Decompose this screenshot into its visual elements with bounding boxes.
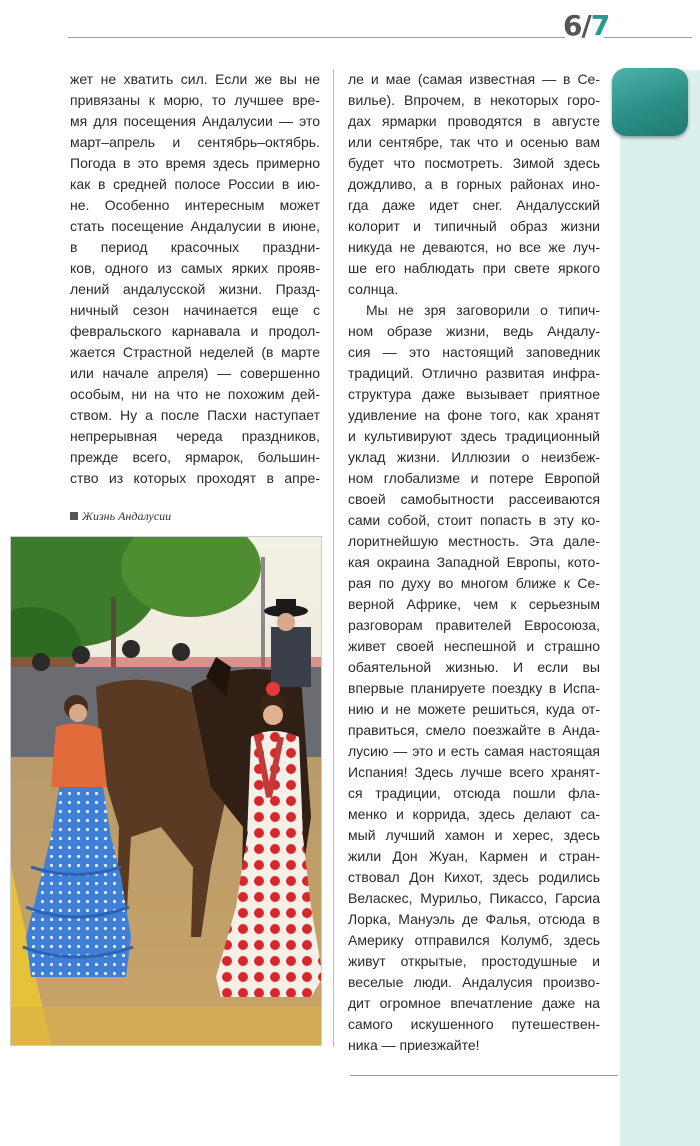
text-line: непрерывная череда праздников,: [70, 428, 320, 444]
right-text-column: [348, 69, 600, 1056]
text-line: дождливо, а в горных районах ино-: [348, 176, 600, 192]
header-rule-right: [604, 37, 692, 38]
text-line: жет не хватить сил. Если же вы не: [70, 71, 320, 87]
photo-caption: [70, 509, 171, 524]
text-line: ном образе жизни, ведь Андалу-: [348, 323, 600, 339]
text-line: мый лучший хамон и херес, здесь: [348, 827, 600, 843]
text-line: стать посещение Андалусии в июне,: [70, 218, 320, 234]
header-rule: [68, 37, 565, 38]
text-line: дах ярмарки проводятся в августе: [348, 113, 600, 129]
text-line: лусию — это и есть самая настоящая: [348, 743, 600, 759]
text-line: ника — приезжайте!: [348, 1037, 480, 1053]
text-line: нию и не можете решиться, куда от-: [348, 701, 600, 717]
text-line: мя для посещения Андалусии — это: [70, 113, 320, 129]
left-text-column: [70, 69, 320, 489]
text-line: солнца.: [348, 281, 399, 297]
text-line: лоритнейшую местность. Эта дале-: [348, 533, 600, 549]
text-line: менко и коррида, здесь делают са-: [348, 806, 600, 822]
text-line: разговорам правителей Евросоюза,: [348, 617, 600, 633]
text-line: традиций. Отлично развитая инфра-: [348, 365, 600, 381]
text-line: Веласкес, Мурильо, Пикассо, Гарсиа: [348, 890, 600, 906]
text-line: ствовал Дон Кихот, здесь родились: [348, 869, 600, 885]
text-line: удивление на фоне того, как хранят: [348, 407, 600, 423]
page-number: [563, 10, 609, 42]
text-line: ничный сезон начинается еще с: [70, 302, 320, 318]
text-line: правиться, смело поезжайте в Анда-: [348, 722, 600, 738]
footer-rule: [350, 1075, 618, 1076]
text-line: или сентябре, так что и осенью вам: [348, 134, 600, 150]
text-line: и культивируют здесь традиционный: [348, 428, 600, 444]
text-line: своей самобытности рассеиваются: [348, 491, 600, 507]
text-line: не. Особенно интересным может: [70, 197, 320, 213]
text-line: лений андалусской жизни. Празд-: [70, 281, 320, 297]
text-line: самого искушенного путешествен-: [348, 1016, 600, 1032]
text-line: ство из которых проходят в апре-: [70, 470, 320, 486]
text-line: ном глобализме и потере Европой: [348, 470, 600, 486]
text-line: рая по духу во многом ближе к Се-: [348, 575, 600, 591]
text-line: ков, одного из самых ярких прояв-: [70, 260, 320, 276]
text-line: ле и мае (самая известная — в Се-: [348, 71, 600, 87]
text-line: Погода в это время здесь примерно: [70, 155, 320, 171]
text-line: или начале апреля) — совершенно: [70, 365, 320, 381]
text-line: верной Африке, чем к серьезным: [348, 596, 600, 612]
text-line: будет что посмотреть. Зимой здесь: [348, 155, 600, 171]
text-line: ше его наблюдать при свете яркого: [348, 260, 600, 276]
caption-square-icon: [70, 512, 78, 520]
text-line: февральского карнавала и продол-: [70, 323, 320, 339]
text-line: жили Дон Жуан, Кармен и стран-: [348, 848, 600, 864]
column-divider: [333, 69, 334, 1047]
page-number-separator: /: [581, 9, 591, 42]
text-line: как в средней полосе России в ию-: [70, 176, 320, 192]
text-line: прежде всего, ярмарок, большин-: [70, 449, 320, 465]
text-line: впервые планируете поездку в Испа-: [348, 680, 600, 696]
text-line: Америку отправился Колумб, здесь: [348, 932, 600, 948]
right-margin-band: [620, 70, 700, 1146]
text-line: колорит и типичный образ жизни: [348, 218, 600, 234]
text-line: кая окраина Западной Европы, кото-: [348, 554, 600, 570]
text-line: гда даже идет снег. Андалусский: [348, 197, 600, 213]
text-line: сия — это настоящий заповедник: [348, 344, 600, 360]
text-line: живут открытые, простодушные и: [348, 953, 600, 969]
photo-flamenco-dancers: [10, 536, 322, 1046]
photo-caption-text: Жизнь Андалусии: [82, 509, 172, 523]
text-line: сами собой, стоит попасть в эту ко-: [348, 512, 600, 528]
text-line: структура даже вызывает приятное: [348, 386, 600, 402]
text-line: вилье). Впрочем, в некоторых горо-: [348, 92, 600, 108]
text-line: привязаны к морю, то лучшее вре-: [70, 92, 320, 108]
text-line: уклад жизни. Иллюзии о неизбеж-: [348, 449, 600, 465]
page-number-total: 7: [590, 9, 610, 42]
page-number-current: 6: [563, 9, 582, 42]
text-line: март–апрель и сентябрь–октябрь.: [70, 134, 320, 150]
text-line: веселые люди. Андалусия произво-: [348, 974, 600, 990]
text-line: Лорка, Мануэль де Фалья, отсюда в: [348, 911, 600, 927]
text-line: дит огромное впечатление даже на: [348, 995, 600, 1011]
text-line: живет своей неспешной и страшно: [348, 638, 600, 654]
text-line: ством. Ну а после Пасхи наступает: [70, 407, 320, 423]
text-line: обаятельной жизнью. И если вы: [348, 659, 600, 675]
text-line: никуда не деваются, но все же луч-: [348, 239, 600, 255]
text-line: жается Страстной неделей (в марте: [70, 344, 320, 360]
text-line: в период красочных праздни-: [70, 239, 320, 255]
text-line: Мы не зря заговорили о типич-: [366, 302, 600, 318]
text-line: ся традиции, отсюда пошли фла-: [348, 785, 600, 801]
section-tab: [612, 68, 688, 136]
text-line: особым, ни на что не похожим дей-: [70, 386, 320, 402]
text-line: Испания! Здесь лучше всего хранят-: [348, 764, 600, 780]
